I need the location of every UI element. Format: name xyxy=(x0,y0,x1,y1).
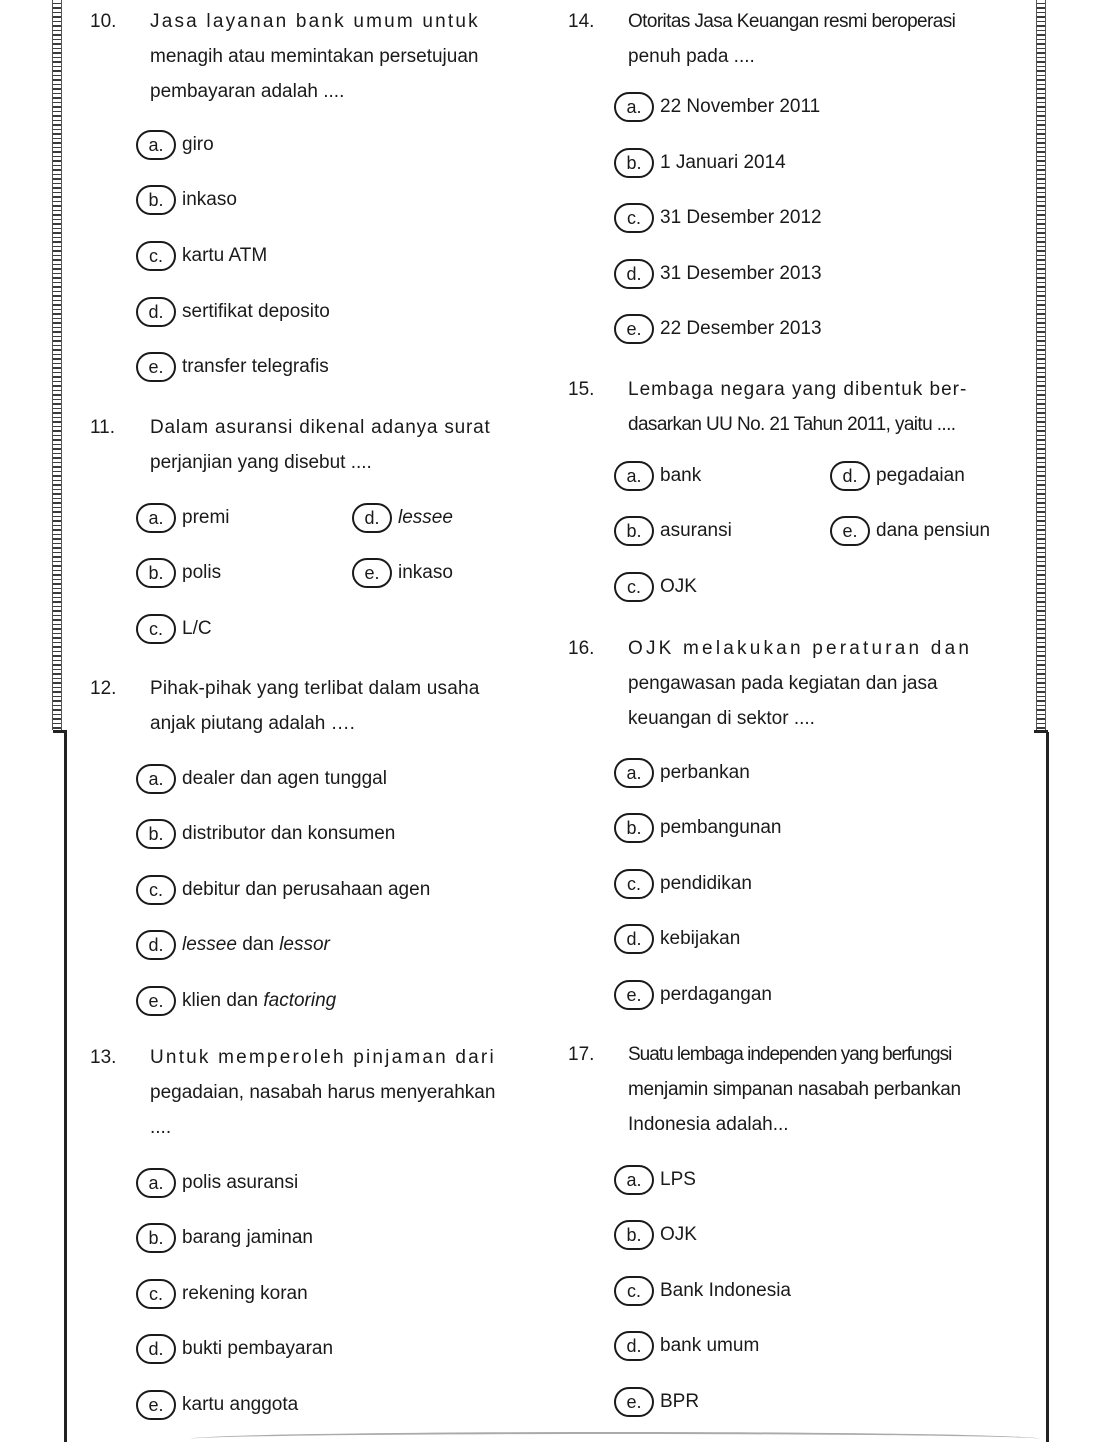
option-key-badge: d. xyxy=(614,259,654,289)
question-number: 14. xyxy=(568,11,595,32)
option-text: perdagangan xyxy=(660,984,772,1005)
option-key-badge: c. xyxy=(136,241,176,271)
option-16d[interactable] xyxy=(614,924,740,954)
option-text: bank xyxy=(660,465,702,486)
question-text-line: anjak piutang adalah …. xyxy=(150,713,355,734)
option-13c[interactable] xyxy=(136,1279,308,1309)
option-16e[interactable] xyxy=(614,980,772,1010)
option-key-badge: c. xyxy=(614,203,654,233)
option-text: transfer telegrafis xyxy=(182,356,329,377)
question-number: 13. xyxy=(90,1047,117,1068)
option-14c[interactable] xyxy=(614,203,822,233)
option-10e[interactable] xyxy=(136,352,329,382)
option-text: perbankan xyxy=(660,762,750,783)
option-text: inkaso xyxy=(398,562,453,583)
option-key-badge: e. xyxy=(352,558,392,588)
option-17d[interactable] xyxy=(614,1331,759,1361)
option-text: pembangunan xyxy=(660,817,782,838)
option-text: dealer dan agen tunggal xyxy=(182,768,387,789)
option-text: bank umum xyxy=(660,1335,760,1356)
option-key-badge: a. xyxy=(614,461,654,491)
option-key-badge: c. xyxy=(136,614,176,644)
option-11b[interactable] xyxy=(136,558,221,588)
option-11d[interactable] xyxy=(352,503,453,533)
option-17b[interactable] xyxy=(614,1220,697,1250)
option-key-badge: b. xyxy=(136,819,176,849)
question-text-line: pegadaian, nasabah harus menyerahkan xyxy=(150,1082,496,1103)
margin-line-left xyxy=(64,732,67,1442)
question-text-line: menagih atau memintakan persetujuan xyxy=(150,46,479,67)
option-text: debitur dan perusahaan agen xyxy=(182,879,431,900)
question-number: 11. xyxy=(90,417,116,438)
question-11 xyxy=(90,410,540,485)
question-14 xyxy=(568,4,1028,79)
binder-perforation-left xyxy=(52,0,62,730)
option-text: LPS xyxy=(660,1169,696,1190)
option-key-badge: a. xyxy=(136,764,176,794)
option-text: distributor dan konsumen xyxy=(182,823,396,844)
option-key-badge: a. xyxy=(614,92,654,122)
option-text: BPR xyxy=(660,1391,700,1412)
option-key-badge: e. xyxy=(614,314,654,344)
option-14e[interactable] xyxy=(614,314,822,344)
option-15e[interactable] xyxy=(830,516,990,546)
question-text-line: Suatu lembaga independen yang berfungsi xyxy=(628,1044,952,1065)
option-text: kebijakan xyxy=(660,928,741,949)
question-text-line: Indonesia adalah... xyxy=(628,1114,789,1135)
option-10d[interactable] xyxy=(136,297,330,327)
option-13b[interactable] xyxy=(136,1223,313,1253)
option-text: 1 Januari 2014 xyxy=(660,152,786,173)
option-text: barang jaminan xyxy=(182,1227,313,1248)
option-text: giro xyxy=(182,134,214,155)
option-text: pegadaian xyxy=(876,465,965,486)
option-13e[interactable] xyxy=(136,1390,298,1420)
option-15d[interactable] xyxy=(830,461,965,491)
option-text: premi xyxy=(182,507,230,528)
question-13 xyxy=(90,1040,540,1150)
option-text: L/C xyxy=(182,618,212,639)
option-text: OJK xyxy=(660,1224,697,1245)
option-text: sertifikat deposito xyxy=(182,301,330,322)
option-text: asuransi xyxy=(660,520,732,541)
option-text: kartu anggota xyxy=(182,1394,299,1415)
binder-perforation-right xyxy=(1036,0,1046,730)
option-key-badge: d. xyxy=(614,924,654,954)
question-17 xyxy=(568,1037,1028,1147)
option-12a[interactable] xyxy=(136,764,387,794)
option-key-badge: e. xyxy=(830,516,870,546)
option-13d[interactable] xyxy=(136,1334,333,1364)
question-number: 17. xyxy=(568,1044,595,1065)
option-key-badge: e. xyxy=(136,1390,176,1420)
option-text: klien dan factoring xyxy=(182,990,337,1011)
option-text: pendidikan xyxy=(660,873,752,894)
question-text-line: .... xyxy=(150,1117,172,1138)
option-12b[interactable] xyxy=(136,819,395,849)
question-text-line: pembayaran adalah .... xyxy=(150,81,345,102)
option-11c[interactable] xyxy=(136,614,212,644)
option-key-badge: b. xyxy=(136,1223,176,1253)
question-16 xyxy=(568,631,1028,741)
option-key-badge: e. xyxy=(614,1387,654,1417)
option-text: inkaso xyxy=(182,189,237,210)
option-text: lessee dan lessor xyxy=(182,934,330,955)
question-text-line: OJK melakukan peraturan dan xyxy=(628,638,973,659)
question-number: 12. xyxy=(90,678,117,699)
option-key-badge: c. xyxy=(614,572,654,602)
option-10c[interactable] xyxy=(136,241,267,271)
option-key-badge: d. xyxy=(614,1331,654,1361)
question-text-line: keuangan di sektor .... xyxy=(628,708,815,729)
option-16c[interactable] xyxy=(614,869,752,899)
option-text: OJK xyxy=(660,576,697,597)
option-12d[interactable] xyxy=(136,930,330,960)
option-text: 31 Desember 2013 xyxy=(660,263,822,284)
option-text: 31 Desember 2012 xyxy=(660,207,822,228)
option-text: polis asuransi xyxy=(182,1172,299,1193)
question-text-line: penuh pada .... xyxy=(628,46,755,67)
question-text-line: Pihak-pihak yang terlibat dalam usaha xyxy=(150,678,480,699)
option-14d[interactable] xyxy=(614,259,822,289)
question-text-line: menjamin simpanan nasabah perbankan xyxy=(628,1079,961,1100)
option-key-badge: d. xyxy=(136,297,176,327)
option-key-badge: b. xyxy=(614,813,654,843)
option-12e[interactable] xyxy=(136,986,336,1016)
question-12 xyxy=(90,671,540,746)
question-text-line: Lembaga negara yang dibentuk ber- xyxy=(628,379,968,400)
option-key-badge: b. xyxy=(136,558,176,588)
option-key-badge: b. xyxy=(136,185,176,215)
question-text-line: perjanjian yang disebut .... xyxy=(150,452,372,473)
option-16a[interactable] xyxy=(614,758,750,788)
option-14a[interactable] xyxy=(614,92,820,122)
option-15a[interactable] xyxy=(614,461,701,491)
option-key-badge: e. xyxy=(136,352,176,382)
option-text: polis xyxy=(182,562,222,583)
option-15b[interactable] xyxy=(614,516,732,546)
margin-line-right xyxy=(1046,732,1049,1442)
question-text-line: Dalam asuransi dikenal adanya surat xyxy=(150,417,491,438)
option-17a[interactable] xyxy=(614,1165,696,1195)
option-17e[interactable] xyxy=(614,1387,699,1417)
question-number: 15. xyxy=(568,379,595,400)
option-key-badge: a. xyxy=(614,758,654,788)
option-key-badge: a. xyxy=(136,130,176,160)
option-13a[interactable] xyxy=(136,1168,298,1198)
question-text-line: Jasa layanan bank umum untuk xyxy=(150,11,480,32)
option-key-badge: e. xyxy=(136,986,176,1016)
option-key-badge: c. xyxy=(136,1279,176,1309)
option-11a[interactable] xyxy=(136,503,230,533)
option-text: kartu ATM xyxy=(182,245,268,266)
option-10a[interactable] xyxy=(136,130,214,160)
option-key-badge: b. xyxy=(614,1220,654,1250)
option-key-badge: d. xyxy=(830,461,870,491)
question-text-line: Untuk memperoleh pinjaman dari xyxy=(150,1047,496,1068)
option-key-badge: e. xyxy=(614,980,654,1010)
option-11e[interactable] xyxy=(352,558,453,588)
question-text-line: Otoritas Jasa Keuangan resmi beroperasi xyxy=(628,11,956,32)
option-key-badge: b. xyxy=(614,148,654,178)
option-text: lessee xyxy=(398,507,453,528)
option-key-badge: c. xyxy=(614,1276,654,1306)
option-key-badge: d. xyxy=(136,930,176,960)
question-10 xyxy=(90,4,540,114)
option-12c[interactable] xyxy=(136,875,430,905)
option-text: dana pensiun xyxy=(876,520,991,541)
page-bottom-edge xyxy=(190,1432,1040,1446)
option-key-badge: c. xyxy=(614,869,654,899)
question-number: 10. xyxy=(90,11,117,32)
option-key-badge: d. xyxy=(352,503,392,533)
option-16b[interactable] xyxy=(614,813,782,843)
option-key-badge: d. xyxy=(136,1334,176,1364)
option-10b[interactable] xyxy=(136,185,237,215)
option-text: 22 Desember 2013 xyxy=(660,318,822,339)
question-15 xyxy=(568,372,1028,447)
option-key-badge: a. xyxy=(136,1168,176,1198)
option-key-badge: b. xyxy=(614,516,654,546)
option-text: Bank Indonesia xyxy=(660,1280,791,1301)
option-text: rekening koran xyxy=(182,1283,308,1304)
option-14b[interactable] xyxy=(614,148,786,178)
option-text: bukti pembayaran xyxy=(182,1338,334,1359)
question-number: 16. xyxy=(568,638,595,659)
question-text-line: pengawasan pada kegiatan dan jasa xyxy=(628,673,938,694)
option-key-badge: c. xyxy=(136,875,176,905)
option-17c[interactable] xyxy=(614,1276,791,1306)
option-key-badge: a. xyxy=(614,1165,654,1195)
question-text-line: dasarkan UU No. 21 Tahun 2011, yaitu .... xyxy=(628,414,956,435)
option-15c[interactable] xyxy=(614,572,697,602)
option-text: 22 November 2011 xyxy=(660,96,821,117)
option-key-badge: a. xyxy=(136,503,176,533)
